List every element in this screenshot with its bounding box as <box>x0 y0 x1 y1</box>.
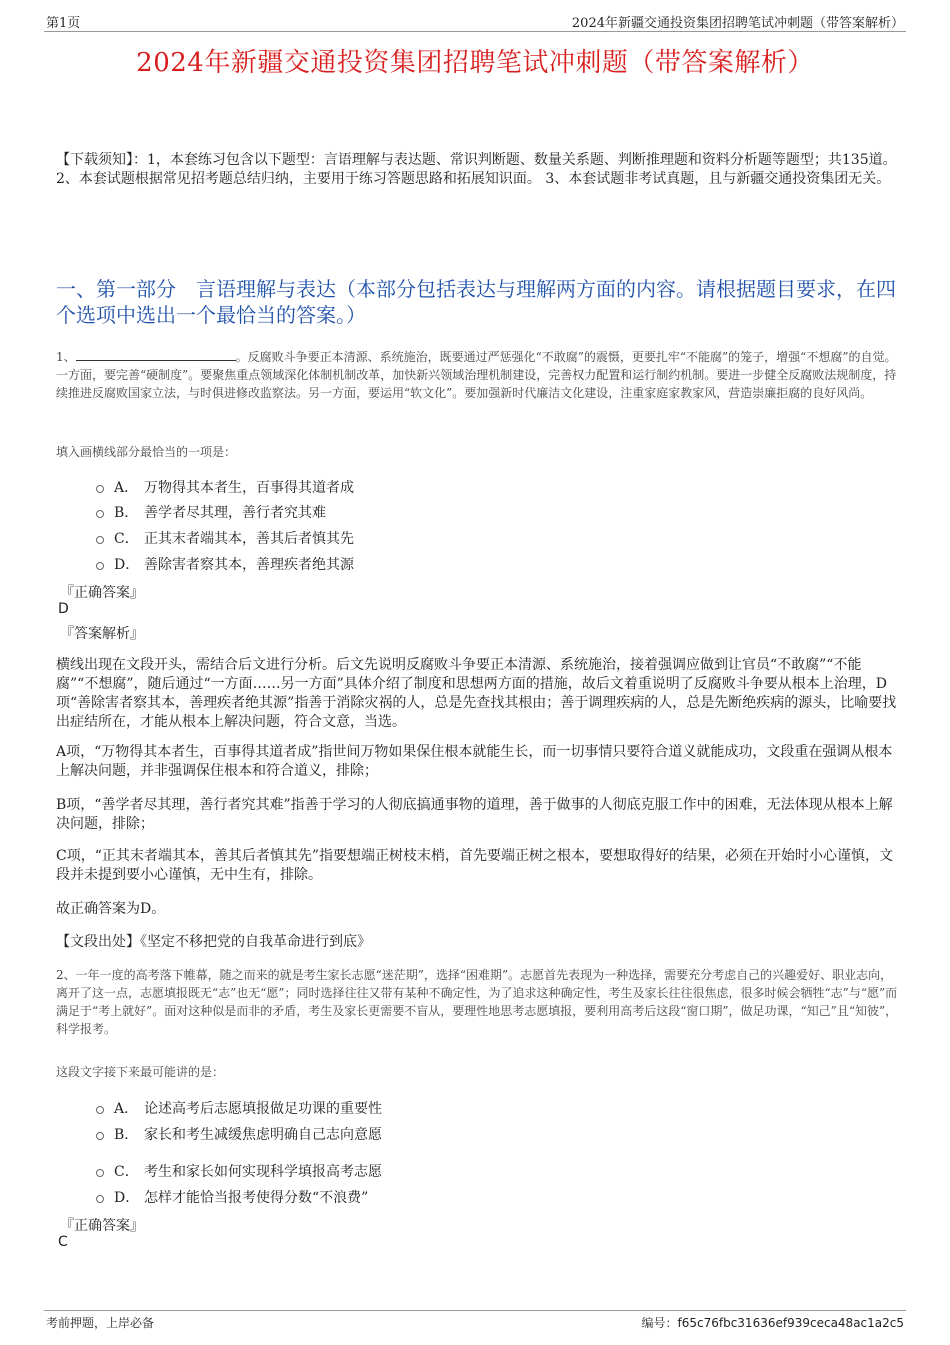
q1-answer: D <box>58 601 69 617</box>
download-notice: 【下载须知】：1，本套练习包含以下题型：言语理解与表达题、常识判断题、数量关系题、判断推理题和资料分析题等题型；共135道。 2、本套试题根据常见招考题总结归纳，主要用于练习答题思路和拓展知识面。 3、本套试题非考试真题，且与新疆交通投资集团无关。 <box>56 152 897 187</box>
q2-option-d[interactable] <box>96 1187 368 1207</box>
option-text: 万物得其本者生，百事得其道者成 <box>144 480 354 496</box>
question-1-text: 。反腐败斗争要正本清源、系统施治，既要通过严惩强化“不敢腐”的震慑，更要扎牢“不能腐”的笼子，增强“不想腐”的自觉。一方面，要完善“硬制度”。要聚焦重点领域深化体制机制改革，加快新兴领域治理机制建设，完善权力配置和运行制约机制。要进一步健全反腐败法规制度，持续推进反腐败国家立法，与时俱进修改监察法。另一方面，要运用“软文化”。要加强新时代廉洁文化建设，注重家庭家教家风，营造崇廉拒腐的良好风尚。 <box>56 350 897 400</box>
option-letter: B． <box>114 1127 139 1143</box>
option-text: 善学者尽其理，善行者究其难 <box>144 505 326 521</box>
question-2-prompt: 这段文字接下来最可能讲的是： <box>56 1065 225 1079</box>
radio-button-icon[interactable] <box>96 536 104 544</box>
q1-option-b[interactable] <box>96 502 326 522</box>
q2-answer-label: 『正确答案』 <box>60 1218 144 1234</box>
option-text: 家长和考生减缓焦虑明确自己志向意愿 <box>144 1127 382 1143</box>
question-1-number: 1、 <box>56 350 76 364</box>
footer-divider <box>44 1310 906 1311</box>
q2-option-a[interactable] <box>96 1098 382 1118</box>
option-text: 正其末者端其本，善其后者慎其先 <box>144 531 354 547</box>
section-heading: 一、第一部分 言语理解与表达（本部分包括表达与理解两方面的内容。请根据题目要求，在四个选项中选出一个最恰当的答案。） <box>56 277 896 327</box>
radio-button-icon[interactable] <box>96 1195 104 1203</box>
q1-answer-label: 『正确答案』 <box>60 585 144 601</box>
q1-conclusion: 故正确答案为D。 <box>56 901 166 917</box>
option-letter: C． <box>114 531 139 547</box>
footer-slogan: 考前押题，上岸必备 <box>46 1316 155 1330</box>
q1-analysis-paragraph: B项，“善学者尽其理，善行者究其难”指善于学习的人彻底搞通事物的道理，善于做事的人彻底克服工作中的困难，无法体现从根本上解决问题，排除； <box>56 797 893 832</box>
radio-button-icon[interactable] <box>96 510 104 518</box>
option-text: 怎样才能恰当报考使得分数“不浪费” <box>144 1190 369 1206</box>
option-text: 善除害者察其本，善理疾者绝其源 <box>144 557 354 573</box>
page-number: 第1页 <box>46 16 81 31</box>
option-letter: A． <box>114 480 139 496</box>
q1-analysis-label: 『答案解析』 <box>60 626 144 642</box>
q2-answer: C <box>58 1234 68 1250</box>
fill-blank-line <box>76 349 236 361</box>
document-code-label: 编号： <box>641 1316 678 1330</box>
header-title: 2024年新疆交通投资集团招聘笔试冲刺题（带答案解析） <box>571 16 904 31</box>
option-text: 考生和家长如何实现科学填报高考志愿 <box>144 1164 382 1180</box>
radio-button-icon[interactable] <box>96 1106 104 1114</box>
q1-option-c[interactable] <box>96 528 354 548</box>
document-title: 2024年新疆交通投资集团招聘笔试冲刺题（带答案解析） <box>136 48 814 78</box>
q1-analysis-paragraph: 横线出现在文段开头，需结合后文进行分析。后文先说明反腐败斗争要正本清源、系统施治，接着强调应做到让官员“不敢腐”“不能腐”“不想腐”，随后通过“一方面……另一方面”具体介绍了制度和思想两方面的措施，故后文着重说明了反腐败斗争要从根本上治理，D项“善除害者察其本，善理疾者绝其源”指善于消除灾祸的人，总是先查找其根由；善于调理疾病的人，总是先断绝疾病的源头，比喻要找出症结所在，才能从根本上解决问题，符合文意，当选。 <box>56 657 897 730</box>
header-divider <box>44 31 906 32</box>
q1-analysis-paragraph: A项，“万物得其本者生，百事得其道者成”指世间万物如果保住根本就能生长，而一切事情只要符合道义就能成功，文段重在强调从根本上解决问题，并非强调保住根本和符合道义，排除； <box>56 744 893 779</box>
question-1-stem <box>56 348 898 402</box>
question-1-prompt: 填入画横线部分最恰当的一项是： <box>56 445 237 459</box>
question-2-stem: 2、一年一度的高考落下帷幕，随之而来的就是考生家长志愿“迷茫期”，选择“困难期”。志愿首先表现为一种选择，需要充分考虑自己的兴趣爱好、职业志向，离开了这一点，志愿填报既无“志”也无“愿”；同时选择往往又带有某种不确定性，为了追求这种确定性，考生及家长往往很焦虑，很多时候会牺牲“志”与“愿”而满足于“考上就好”。面对这种似是而非的矛盾，考生及家长更需要不盲从，要理性地思考志愿填报，要利用高考后这段“窗口期”，做足功课，“知己”且“知彼”，科学报考。 <box>56 968 898 1036</box>
q2-option-b[interactable] <box>96 1124 382 1144</box>
q1-source: 【文段出处】《坚定不移把党的自我革命进行到底》 <box>56 934 371 950</box>
option-letter: D． <box>114 557 140 573</box>
q1-analysis-paragraph: C项，“正其末者端其本，善其后者慎其先”指要想端正树枝末梢，首先要端正树之根本，要想取得好的结果，必须在开始时小心谨慎，文段并未提到要小心谨慎，无中生有，排除。 <box>56 848 894 883</box>
option-letter: C． <box>114 1164 139 1180</box>
option-letter: B． <box>114 505 139 521</box>
option-letter: A． <box>114 1101 139 1117</box>
radio-button-icon[interactable] <box>96 562 104 570</box>
radio-button-icon[interactable] <box>96 1132 104 1140</box>
q2-option-c[interactable] <box>96 1161 382 1181</box>
option-text: 论述高考后志愿填报做足功课的重要性 <box>144 1101 382 1117</box>
q1-option-d[interactable] <box>96 554 354 574</box>
radio-button-icon[interactable] <box>96 1169 104 1177</box>
document-code-value: f65c76fbc31636ef939ceca48ac1a2c5 <box>677 1316 904 1330</box>
document-code <box>641 1314 904 1331</box>
radio-button-icon[interactable] <box>96 485 104 493</box>
q1-option-a[interactable] <box>96 477 354 497</box>
option-letter: D． <box>114 1190 140 1206</box>
